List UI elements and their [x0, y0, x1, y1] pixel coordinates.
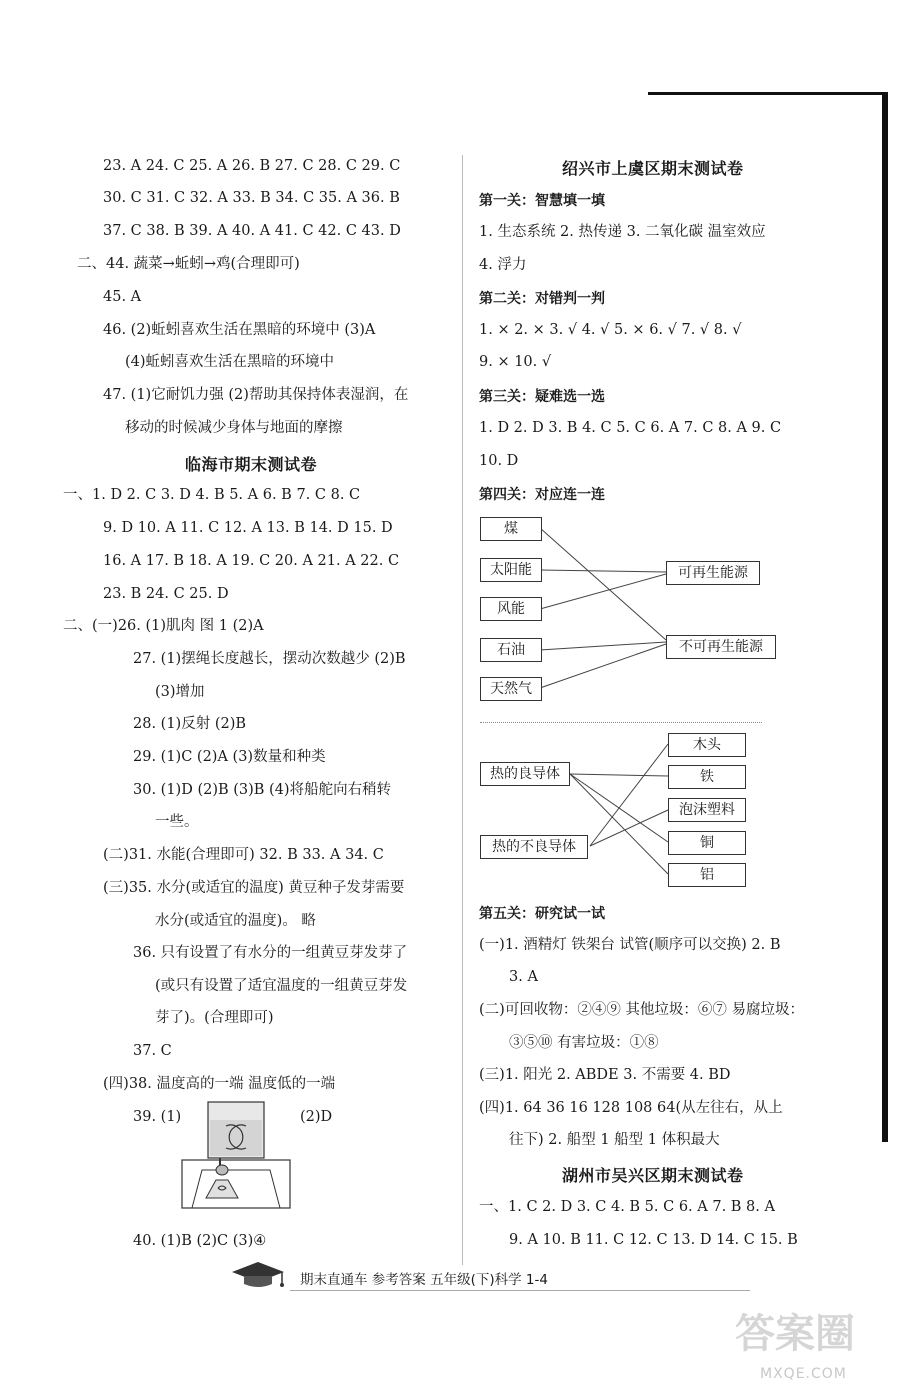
answer-line: 40. (1)B (2)C (3)④: [133, 1233, 267, 1249]
answer-line: (2)D: [300, 1109, 333, 1125]
answer-line: 27. (1)摆绳长度越长，摆动次数越少 (2)B: [133, 651, 406, 667]
answer-line: 28. (1)反射 (2)B: [133, 716, 247, 732]
section-heading: 绍兴市上虞区期末测试卷: [562, 159, 744, 178]
match-left-1: 煤: [480, 517, 542, 541]
page-corner-vertical: [882, 92, 888, 1142]
answer-line: 10. D: [479, 453, 519, 469]
answer-line: 往下) 2. 船型 1 船型 1 体积最大: [509, 1132, 720, 1148]
answer-line: 30. (1)D (2)B (3)B (4)将船舵向右稍转: [133, 782, 392, 798]
answer-line: (二)31. 水能(合理即可) 32. B 33. A 34. C: [103, 847, 384, 863]
answer-line: 二、(一)26. (1)肌肉 图 1 (2)A: [63, 618, 264, 634]
page-corner-horizontal: [648, 92, 888, 95]
column-divider: [462, 155, 463, 1265]
answer-line: 37. C: [133, 1043, 172, 1059]
section-heading: 湖州市吴兴区期末测试卷: [562, 1166, 744, 1185]
answer-line: 1. 生态系统 2. 热传递 3. 二氧化碳 温室效应: [479, 224, 766, 240]
section-heading: 临海市期末测试卷: [185, 455, 318, 474]
answer-line: ③⑤⑩ 有害垃圾：①⑧: [509, 1035, 659, 1051]
answer-line: 一、1. D 2. C 3. D 4. B 5. A 6. B 7. C 8. C: [63, 487, 361, 503]
match-left-3: 风能: [480, 597, 542, 621]
experiment-figure: [180, 1100, 292, 1210]
subsection-title: 第二关：对错判一判: [479, 291, 605, 307]
answer-line: 9. × 10. √: [479, 354, 552, 370]
answer-line: 37. C 38. B 39. A 40. A 41. C 42. C 43. D: [103, 223, 401, 239]
match-left-5: 天然气: [480, 677, 542, 701]
answer-line: (3)增加: [155, 684, 205, 700]
match-left-2: 太阳能: [480, 558, 542, 582]
subsection-title: 第五关：研究试一试: [479, 906, 605, 922]
answer-line: 23. B 24. C 25. D: [103, 586, 229, 602]
answer-line: 36. 只有设置了有水分的一组黄豆芽发芽了: [133, 945, 408, 961]
subsection-title: 第一关：智慧填一填: [479, 193, 605, 209]
answer-line: 9. A 10. B 11. C 12. C 13. D 14. C 15. B: [509, 1232, 798, 1248]
match-left-4: 石油: [480, 638, 542, 662]
answer-line: 水分(或适宜的温度)。 略: [155, 913, 316, 929]
page-footer: 期末直通车 参考答案 五年级(下)科学 1-4: [300, 1272, 548, 1288]
answer-line: 二、44. 蔬菜→蚯蚓→鸡(合理即可): [77, 256, 300, 272]
answer-line: 9. D 10. A 11. C 12. A 13. B 14. D 15. D: [103, 520, 393, 536]
match2-left-good: 热的良导体: [480, 762, 570, 786]
subsection-title: 第四关：对应连一连: [479, 487, 605, 503]
dotted-separator: [480, 722, 762, 723]
answer-line: 29. (1)C (2)A (3)数量和种类: [133, 749, 326, 765]
match2-left-poor: 热的不良导体: [480, 835, 588, 859]
answer-line: 39. (1): [133, 1109, 182, 1125]
answer-line: (三)35. 水分(或适宜的温度) 黄豆种子发芽需要: [103, 880, 405, 896]
match-right-renewable: 可再生能源: [666, 561, 760, 585]
watermark-url: MXQE.COM: [760, 1366, 847, 1382]
answer-line: (四)38. 温度高的一端 温度低的一端: [103, 1076, 336, 1092]
match-right-nonrenewable: 不可再生能源: [666, 635, 776, 659]
answer-line: (4)蚯蚓喜欢生活在黑暗的环境中: [125, 354, 335, 370]
answer-line: 1. × 2. × 3. √ 4. √ 5. × 6. √ 7. √ 8. √: [479, 322, 742, 338]
answer-line: 1. D 2. D 3. B 4. C 5. C 6. A 7. C 8. A 9. C: [479, 420, 782, 436]
answer-line: 一些。: [155, 814, 199, 830]
answer-line: (四)1. 64 36 16 128 108 64(从左往右，从上: [479, 1100, 783, 1116]
answer-line: 30. C 31. C 32. A 33. B 34. C 35. A 36. B: [103, 190, 400, 206]
answer-line: (或只有设置了适宜温度的一组黄豆芽发: [155, 978, 408, 994]
graduation-cap-logo: [228, 1256, 290, 1290]
answer-line: 移动的时候减少身体与地面的摩擦: [125, 420, 343, 436]
match2-right-5: 铝: [668, 863, 746, 887]
answer-line: 23. A 24. C 25. A 26. B 27. C 28. C 29. C: [103, 158, 401, 174]
footer-rule: [290, 1290, 750, 1291]
answer-line: 47. (1)它耐饥力强 (2)帮助其保持体表湿润，在: [103, 387, 409, 403]
answer-line: 芽了)。(合理即可): [155, 1010, 274, 1026]
subsection-title: 第三关：疑难选一选: [479, 389, 605, 405]
answer-line: 一、1. C 2. D 3. C 4. B 5. C 6. A 7. B 8. A: [479, 1199, 775, 1215]
answer-line: 46. (2)蚯蚓喜欢生活在黑暗的环境中 (3)A: [103, 322, 376, 338]
answer-line: (一)1. 酒精灯 铁架台 试管(顺序可以交换) 2. B: [479, 937, 781, 953]
answer-line: (三)1. 阳光 2. ABDE 3. 不需要 4. BD: [479, 1067, 731, 1083]
match2-right-3: 泡沫塑料: [668, 798, 746, 822]
watermark-logo: 答案圈: [735, 1311, 855, 1357]
answer-line: 3. A: [509, 969, 538, 985]
answer-line: 45. A: [103, 289, 142, 305]
match2-right-1: 木头: [668, 733, 746, 757]
match2-right-4: 铜: [668, 831, 746, 855]
answer-line: 16. A 17. B 18. A 19. C 20. A 21. A 22. C: [103, 553, 400, 569]
match2-right-2: 铁: [668, 765, 746, 789]
answer-line: 4. 浮力: [479, 257, 527, 273]
answer-line: (二)可回收物：②④⑨ 其他垃圾：⑥⑦ 易腐垃圾：: [479, 1002, 805, 1018]
